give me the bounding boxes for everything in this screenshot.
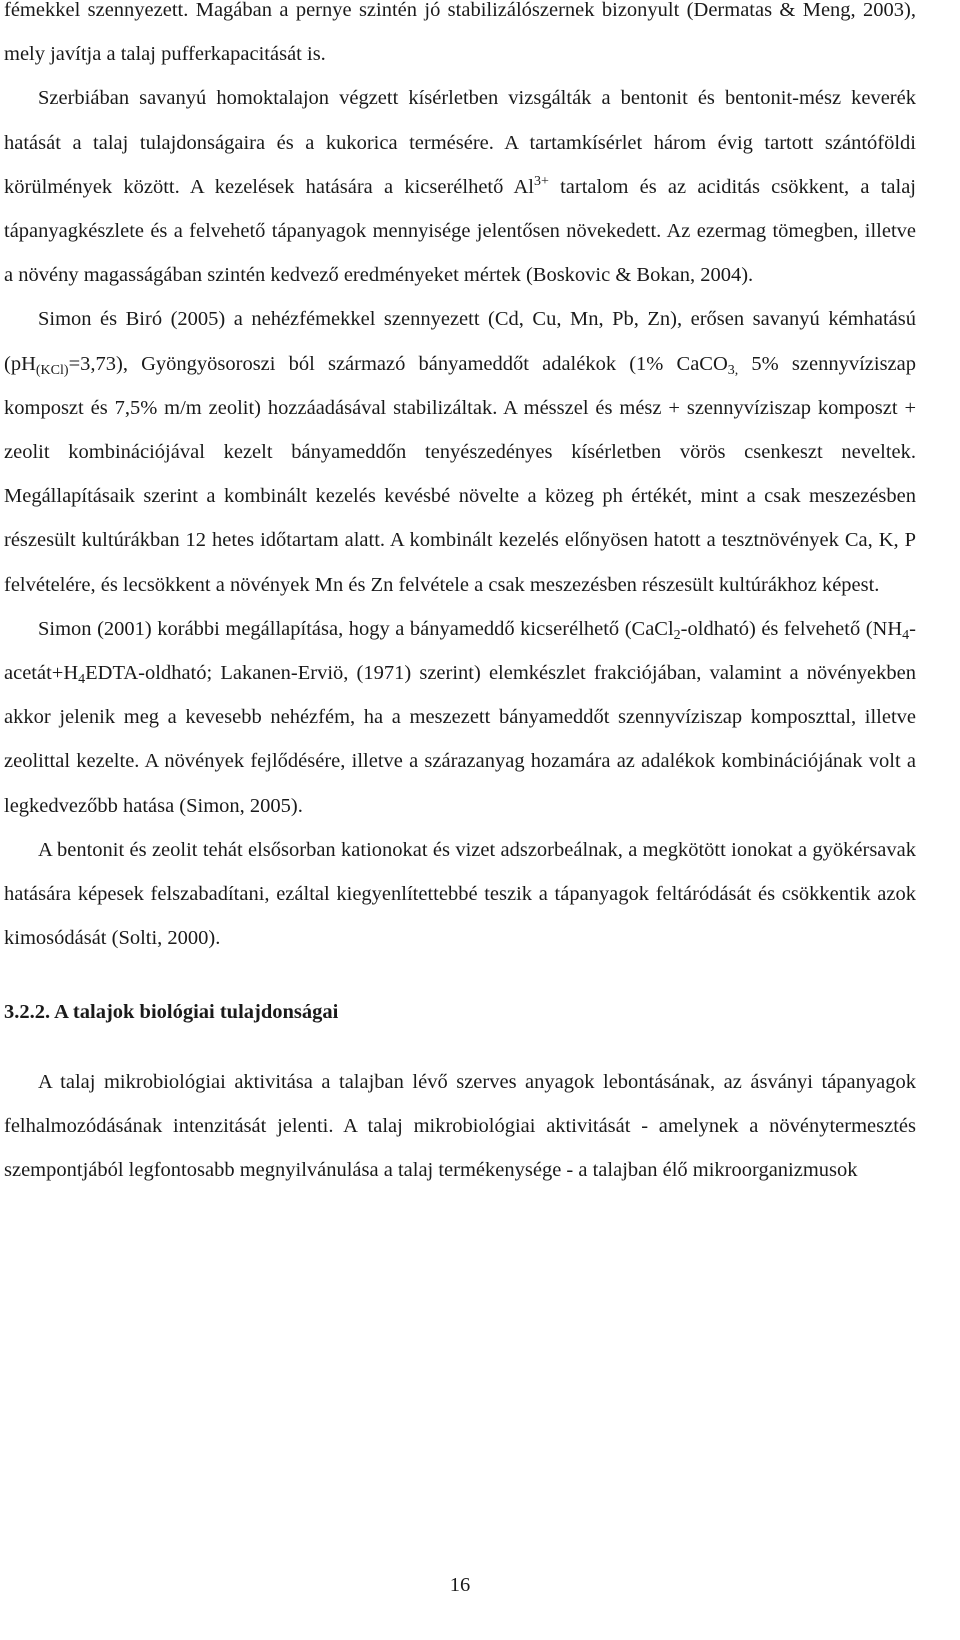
paragraph-text: -acetát+H bbox=[4, 617, 916, 685]
subscript: 3, bbox=[727, 362, 739, 378]
paragraph-text: A talaj mikrobiológiai aktivitása a talajban lévő szerves anyagok lebontásának, az ásványi tápanyagok felhalmozódásának intenzitását jelenti. A talaj mikrobiológiai aktivitását - amelynek a növénytermesztés szempontjából legfontosabb megnyilvánulása a talaj termékenysége - a talajban élő mikroorganizmusok bbox=[4, 1070, 916, 1182]
subscript: 4 bbox=[902, 627, 910, 643]
paragraph-text: -oldható) és felvehető (NH bbox=[680, 617, 903, 640]
paragraph-bentonite-serbia bbox=[4, 76, 916, 297]
paragraph-text: 5% szennyvíziszap komposzt és 7,5% m/m zeolit) hozzáadásával stabilizáltak. A mésszel és mész + szennyvíziszap komposzt + zeolit kombinációjával kezelt bányameddőn tenyészedényes kísérletben vörös csenkeszt neveltek. Megállapításaik szerint a kombinált kezelés kevésbé növelte a közeg ph értékét, mint a csak meszezésben részesült kultúrákban 12 hetes időtartam alatt. A kombinált kezelés előnyösen hatott a tesztnövények Ca, K, P felvételére, és lecsökkent a növények Mn és Zn felvétele a csak meszezésben részesült kultúrákhoz képest. bbox=[4, 352, 916, 596]
paragraph-microbiology bbox=[4, 1060, 916, 1193]
paragraph-text: A bentonit és zeolit tehát elsősorban kationokat és vizet adszorbeálnak, a megkötött ionokat a gyökérsavak hatására képesek felszabadítani, ezáltal kiegyenlítettebbé teszik a tápanyagok feltáródását és csökkentik azok kimosódását (Solti, 2000). bbox=[4, 838, 916, 950]
paragraph-simon-biro bbox=[4, 297, 916, 606]
subscript: 2 bbox=[673, 627, 681, 643]
section-heading: 3.2.2. A talajok biológiai tulajdonságai bbox=[4, 1001, 339, 1024]
paragraph-text: EDTA-oldható; Lakanen-Erviö, (1971) szerint) elemkészlet frakciójában, valamint a növényekben akkor jelenik meg a kevesebb nehézfém, ha a meszezett bányameddőt szennyvíziszap komposzttal, illetve zeolittal kezelte. A növények fejlődésére, illetve a szárazanyag hozamára az adalékok kombinációjának volt a legkedvezőbb hatása (Simon, 2005). bbox=[4, 662, 916, 817]
document-page bbox=[4, 0, 916, 1192]
paragraph-continuation bbox=[4, 0, 916, 76]
paragraph-text: Simon és Biró (2005) a nehézfémekkel szennyezett (Cd, Cu, Mn, Pb, Zn), erősen savanyú kémhatású (pH bbox=[4, 308, 916, 375]
paragraph-text: fémekkel szennyezett. Magában a pernye szintén jó stabilizálószernek bizonyult (Dermatas & Meng, 2003), mely javítja a talaj pufferkapacitását is. bbox=[4, 0, 916, 66]
subscript: (KCl) bbox=[35, 362, 69, 378]
paragraph-bentonite-zeolite bbox=[4, 828, 916, 961]
paragraph-simon-2001 bbox=[4, 607, 916, 828]
paragraph-text: tartalom és az aciditás csökkent, a talaj tápanyagkészlete és a felvehető tápanyagok mennyisége jelentősen növekedett. Az ezermag tömegben, illetve a növény magasságában szintén kedvező eredményeket mértek (Boskovic & Bokan, 2004). bbox=[4, 175, 916, 287]
paragraph-text: =3,73), Gyöngyösoroszi ból származó bányameddőt adalékok (1% CaCO bbox=[68, 352, 728, 375]
paragraph-text: Simon (2001) korábbi megállapítása, hogy a bányameddő kicserélhető (CaCl bbox=[38, 617, 674, 640]
page-number: 16 bbox=[449, 1574, 471, 1596]
superscript: 3+ bbox=[533, 173, 549, 189]
paragraph-text: Szerbiában savanyú homoktalajon végzett kísérletben vizsgálták a bentonit és bentonit-mész keverék hatását a talaj tulajdonságaira és a kukorica termésére. A tartamkísérlet három évig tartott szántóföldi körülmények között. A kezelések hatására a kicserélhető Al bbox=[4, 87, 916, 198]
subscript: 4 bbox=[78, 672, 86, 688]
